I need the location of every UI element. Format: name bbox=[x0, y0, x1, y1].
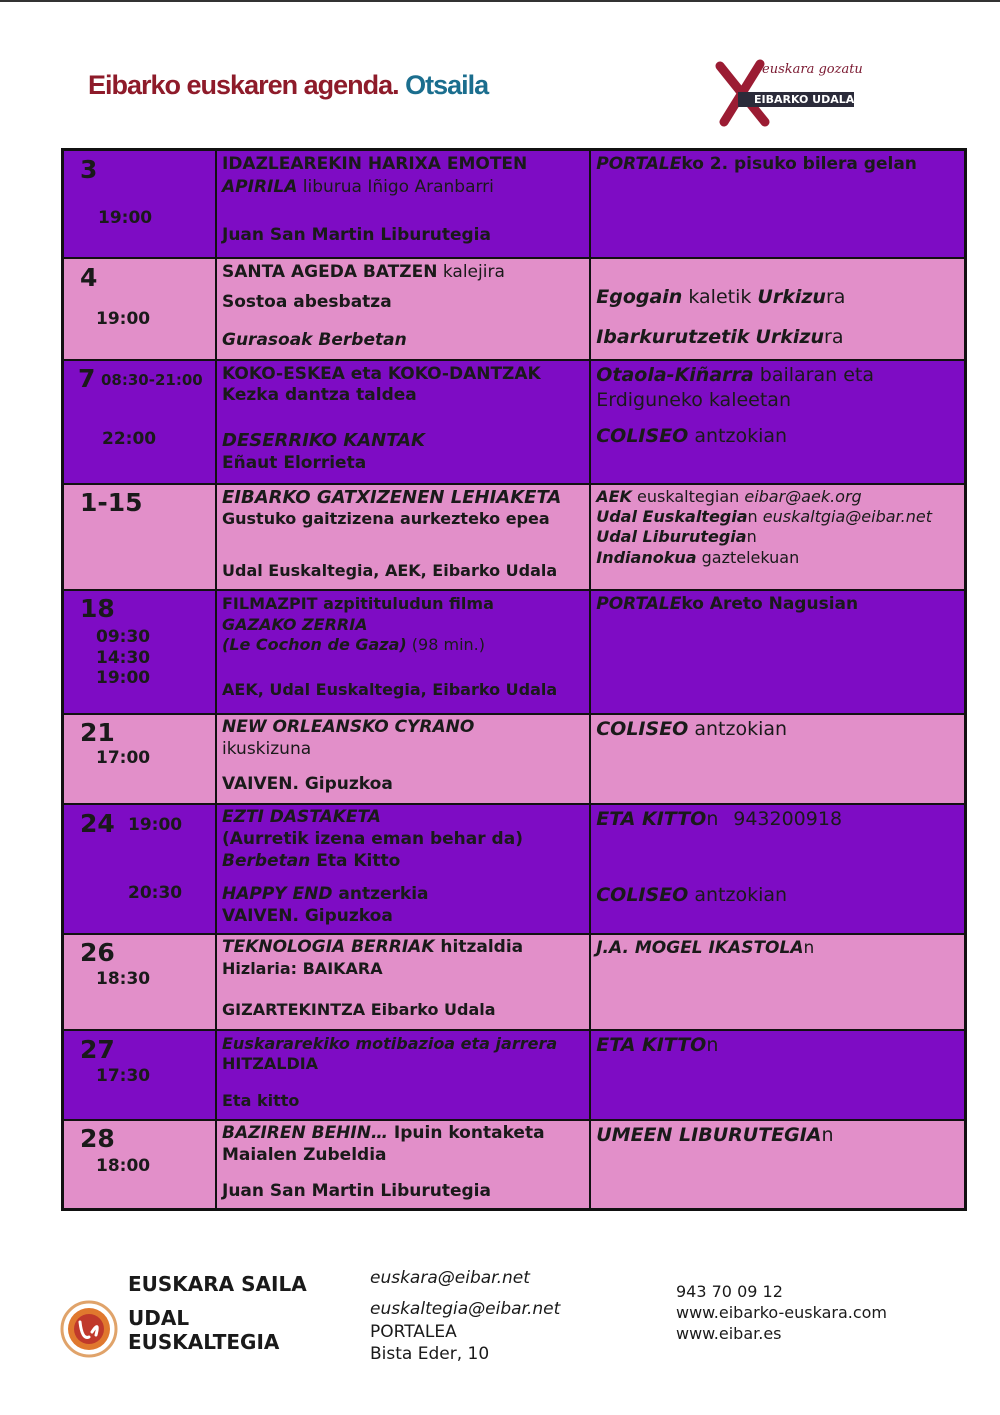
day-number: 24 bbox=[80, 808, 115, 838]
place-cell bbox=[590, 590, 965, 714]
place-cell bbox=[590, 1120, 965, 1210]
phone-number: 943200918 bbox=[733, 807, 843, 830]
date-cell bbox=[63, 804, 217, 934]
table-row bbox=[63, 590, 966, 714]
table-row bbox=[63, 258, 966, 360]
day-number: 1-15 bbox=[80, 487, 143, 517]
event-organizer: VAIVEN. Gipuzkoa bbox=[222, 905, 393, 926]
event-title: EZTI DASTAKETA bbox=[222, 806, 381, 827]
place-cell bbox=[590, 258, 965, 360]
event-place: J.A. MOGEL IKASTOLAn bbox=[596, 937, 815, 958]
event-organizer: Juan San Martin Liburutegia bbox=[222, 1180, 491, 1201]
event-cell bbox=[216, 1030, 590, 1120]
table-row bbox=[63, 360, 966, 484]
event-time: 19:00 bbox=[96, 667, 151, 688]
day-number: 7 bbox=[78, 363, 96, 393]
event-time: 18:30 bbox=[96, 968, 151, 989]
event-note: (Aurretik izena eman behar da) bbox=[222, 828, 523, 849]
day-number: 28 bbox=[80, 1123, 115, 1153]
event-subtitle: HITZALDIA bbox=[222, 1053, 319, 1073]
event-place: Udal Euskaltegian euskaltgia@eibar.net bbox=[596, 506, 932, 526]
date-cell bbox=[63, 590, 217, 714]
phone-number: 943 70 09 12 bbox=[676, 1282, 783, 1301]
euskaltegia-logo bbox=[60, 1300, 118, 1358]
event-cell bbox=[216, 934, 590, 1030]
event-organizer: Juan San Martin Liburutegia bbox=[222, 225, 491, 245]
day-number: 27 bbox=[80, 1034, 115, 1064]
place-cell bbox=[590, 360, 965, 484]
table-row bbox=[63, 804, 966, 934]
place-cell bbox=[590, 150, 965, 258]
address-line-1: PORTALEA bbox=[370, 1322, 457, 1342]
event-time: 14:30 bbox=[96, 647, 151, 668]
event-title: EIBARKO GATXIZENEN LEHIAKETA bbox=[222, 486, 562, 508]
event-place: UMEEN LIBURUTEGIAn bbox=[596, 1123, 834, 1146]
event-place: PORTALEko 2. pisuko bilera gelan bbox=[596, 154, 917, 174]
place-cell bbox=[590, 484, 965, 590]
table-row bbox=[63, 1120, 966, 1210]
day-number: 3 bbox=[80, 155, 98, 184]
event-time: 17:30 bbox=[96, 1065, 151, 1086]
event-time: 19:00 bbox=[96, 308, 151, 329]
dept-euskaltegia: EUSKALTEGIA bbox=[128, 1330, 280, 1354]
event-place: Ibarkurutzetik Urkizura bbox=[596, 325, 844, 348]
event-place: COLISEO antzokian bbox=[596, 883, 788, 906]
agenda-table bbox=[61, 148, 967, 1211]
email-link[interactable]: eibar@aek.org bbox=[744, 486, 862, 506]
event-title: KOKO-ESKEA eta KOKO-DANTZAK bbox=[222, 363, 541, 384]
title-main: Eibarko euskaren agenda. bbox=[88, 70, 399, 100]
day-number: 21 bbox=[80, 717, 115, 747]
event-time: 18:00 bbox=[96, 1155, 151, 1176]
email-euskaltegia[interactable]: euskaltegia@eibar.net bbox=[370, 1299, 561, 1319]
date-cell bbox=[63, 258, 217, 360]
event-cell bbox=[216, 1120, 590, 1210]
event-place: ETA KITTOn bbox=[596, 1033, 719, 1056]
email-euskara[interactable]: euskara@eibar.net bbox=[370, 1268, 530, 1288]
place-cell bbox=[590, 934, 965, 1030]
event-time: 19:00 bbox=[98, 208, 153, 228]
place-cell bbox=[590, 714, 965, 804]
place-cell bbox=[590, 1030, 965, 1120]
event-time: 09:30 bbox=[96, 626, 151, 647]
event-title: DESERRIKO KANTAK bbox=[222, 429, 425, 451]
event-cell bbox=[216, 150, 590, 258]
place-cell bbox=[590, 804, 965, 934]
event-title: FILMAZPIT azpitituludun filma bbox=[222, 593, 494, 613]
event-cell bbox=[216, 804, 590, 934]
date-cell bbox=[63, 150, 217, 258]
event-time: 17:00 bbox=[96, 747, 151, 768]
event-subtitle: Gustuko gaitzizena aurkezteko epea bbox=[222, 508, 550, 528]
table-row bbox=[63, 484, 966, 590]
table-row bbox=[63, 1030, 966, 1120]
event-cell bbox=[216, 360, 590, 484]
event-place: Otaola-Kiñarra bailaran eta bbox=[596, 363, 874, 386]
email-link[interactable]: euskaltgia@eibar.net bbox=[762, 506, 932, 526]
event-time: 20:30 bbox=[128, 882, 183, 903]
event-organizer: Gurasoak Berbetan bbox=[222, 329, 407, 350]
event-organizer: Udal Euskaltegia, AEK, Eibarko Udala bbox=[222, 560, 558, 580]
event-cell bbox=[216, 484, 590, 590]
event-place: AEK euskaltegian eibar@aek.org bbox=[596, 486, 862, 506]
event-place: COLISEO antzokian bbox=[596, 424, 788, 447]
event-organizer: AEK, Udal Euskaltegia, Eibarko Udala bbox=[222, 679, 558, 699]
event-organizer: GIZARTEKINTZA Eibarko Udala bbox=[222, 999, 496, 1019]
table-row bbox=[63, 934, 966, 1030]
event-cell bbox=[216, 590, 590, 714]
event-title: SANTA AGEDA BATZEN kalejira bbox=[222, 261, 505, 282]
top-rule bbox=[0, 0, 1000, 2]
event-performer: Eñaut Elorrieta bbox=[222, 452, 367, 473]
logo-text-top: euskara gozatu bbox=[762, 62, 863, 77]
website-link[interactable]: www.eibarko-euskara.com bbox=[676, 1303, 888, 1322]
event-subtitle: GAZAKO ZERRIA bbox=[222, 614, 368, 634]
day-number: 26 bbox=[80, 937, 115, 967]
logo-text-bottom: EIBARKO UDALA bbox=[754, 93, 855, 106]
event-cell bbox=[216, 258, 590, 360]
event-place: Erdiguneko kaleetan bbox=[596, 388, 791, 411]
event-subtitle: ikuskizuna bbox=[222, 738, 312, 759]
event-place: Egogain kaletik Urkizura bbox=[596, 285, 846, 308]
date-cell bbox=[63, 484, 217, 590]
event-subtitle: APIRILA liburua Iñigo Aranbarri bbox=[222, 177, 494, 197]
address-line-2: Bista Eder, 10 bbox=[370, 1344, 490, 1364]
date-cell bbox=[63, 360, 217, 484]
date-cell bbox=[63, 1030, 217, 1120]
event-place: ETA KITTOn bbox=[596, 807, 719, 830]
dept-udal: UDAL bbox=[128, 1306, 190, 1330]
event-place: Udal Liburutegian bbox=[596, 526, 757, 546]
event-performer: Maialen Zubeldia bbox=[222, 1144, 387, 1165]
date-cell bbox=[63, 714, 217, 804]
event-organizer: Eta kitto bbox=[222, 1090, 300, 1110]
date-cell bbox=[63, 934, 217, 1030]
eibarko-udala-logo bbox=[710, 56, 863, 128]
event-organizer: VAIVEN. Gipuzkoa bbox=[222, 773, 393, 794]
event-organizer: Berbetan Eta Kitto bbox=[222, 850, 401, 871]
event-title: TEKNOLOGIA BERRIAK hitzaldia bbox=[222, 936, 524, 957]
table-row bbox=[63, 150, 966, 258]
event-performer: Sostoa abesbatza bbox=[222, 291, 392, 312]
event-title: HAPPY END antzerkia bbox=[222, 883, 429, 904]
website-link[interactable]: www.eibar.es bbox=[676, 1324, 782, 1343]
event-time: 08:30-21:00 bbox=[101, 370, 203, 389]
euskaltegia-logo-graphic bbox=[60, 1300, 118, 1358]
event-title: IDAZLEAREKIN HARIXA EMOTEN bbox=[222, 154, 528, 174]
dept-euskara-saila: EUSKARA SAILA bbox=[128, 1272, 307, 1296]
event-time: 22:00 bbox=[102, 428, 157, 449]
date-cell bbox=[63, 1120, 217, 1210]
event-cell bbox=[216, 714, 590, 804]
event-title: Euskararekiko motibazioa eta jarrera bbox=[222, 1033, 558, 1053]
event-subtitle: (Le Cochon de Gaza) (98 min.) bbox=[222, 634, 485, 654]
day-number: 18 bbox=[80, 593, 115, 623]
event-performer: Kezka dantza taldea bbox=[222, 384, 417, 405]
day-number: 4 bbox=[80, 262, 98, 292]
page-title bbox=[88, 70, 488, 101]
title-month: Otsaila bbox=[405, 70, 489, 100]
event-place: COLISEO antzokian bbox=[596, 717, 788, 740]
event-place: Indianokua gaztelekuan bbox=[596, 547, 800, 567]
event-title: BAZIREN BEHIN… Ipuin kontaketa bbox=[222, 1122, 545, 1143]
event-title: NEW ORLEANSKO CYRANO bbox=[222, 716, 475, 737]
event-place: PORTALEko Areto Nagusian bbox=[596, 593, 859, 614]
event-time: 19:00 bbox=[128, 814, 183, 835]
table-row bbox=[63, 714, 966, 804]
event-speaker: Hizlaria: BAIKARA bbox=[222, 958, 383, 978]
